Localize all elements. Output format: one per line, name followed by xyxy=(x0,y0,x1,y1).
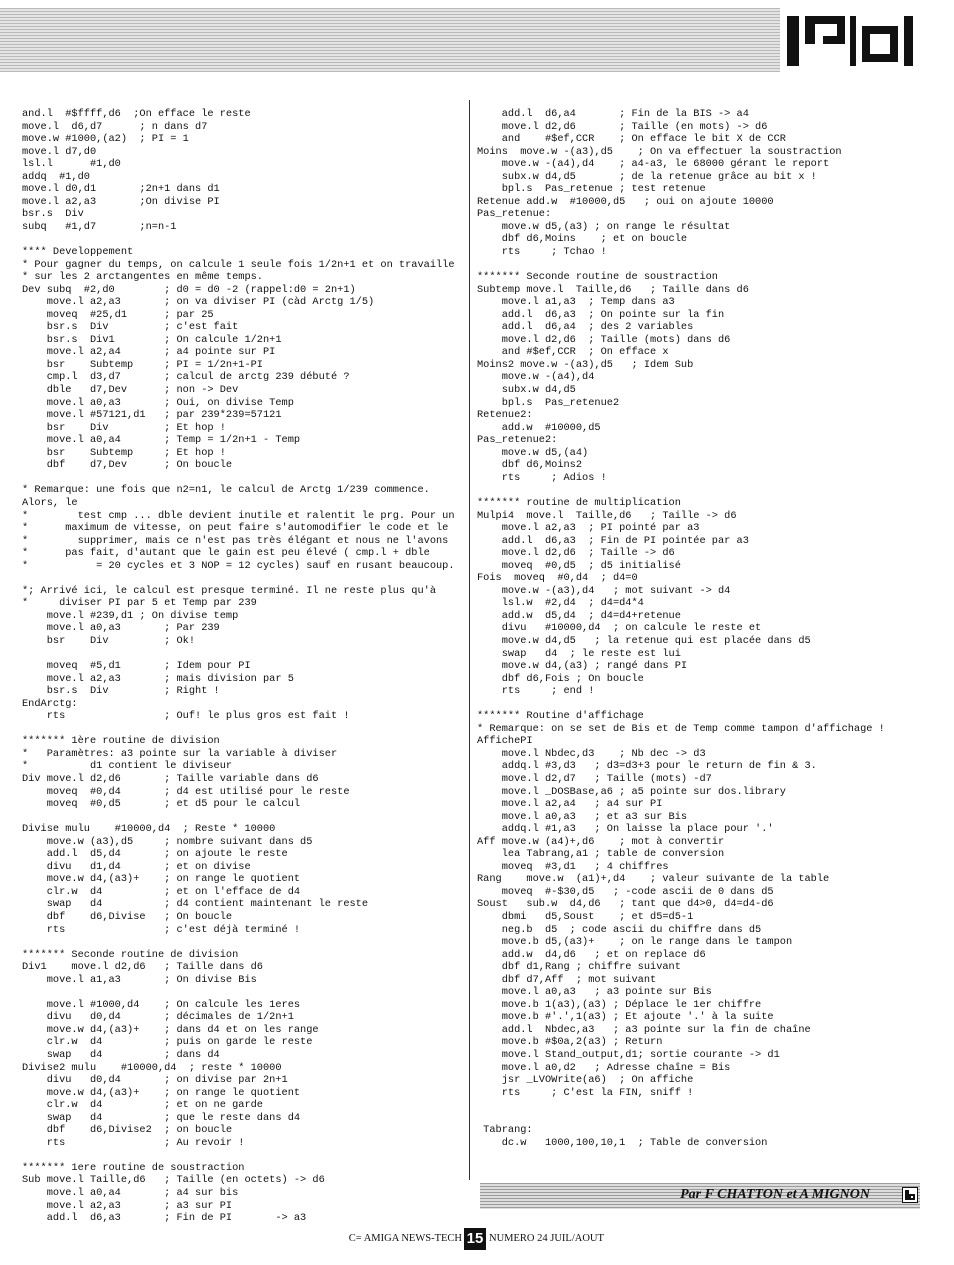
section-end-icon xyxy=(902,1187,918,1203)
page-footer xyxy=(0,1228,954,1250)
header-banner xyxy=(0,8,780,72)
column-divider xyxy=(469,100,470,1180)
page-number: 15 xyxy=(464,1228,486,1250)
author-credit: Par F CHATTON et A MIGNON xyxy=(680,1187,870,1202)
author-credit-bar xyxy=(480,1183,920,1209)
left-code-column: and.l #$ffff,d6 ;On efface le reste move.l d6,d7 ; n dans d7 move.w #1000,(a2) ; PI = 1 move.l d7,d0 lsl.l #1,d0 addq #1,d0 move.l d0,d1 ;2n+1 dans d1 move.l a2,a3 ;On divise PI bsr.s Div subq #1,d7 ;n=n-1 **** Developpement * Pour gagner du temps, on calcule 1 seule fois 1/2n+1 et on travaille * sur les 2 arctangentes en même temps. Dev subq #2,d0 ; d0 = d0 -2 (rappel:d0 = 2n+1) move.l a2,a3 ; on va diviser PI (càd Arctg 1/5) moveq #25,d1 ; par 25 bsr.s Div ; c'est fait bsr.s Div1 ; On calcule 1/2n+1 move.l a2,a4 ; a4 pointe sur PI bsr Subtemp ; PI = 1/2n+1-PI cmp.l d3,d7 ; calcul de arctg 239 débuté ? dble d7,Dev ; non -> Dev move.l a0,a3 ; Oui, on divise Temp move.l #57121,d1 ; par 239*239=57121 bsr Div ; Et hop ! move.l a0,a4 ; Temp = 1/2n+1 - Temp bsr Subtemp ; Et hop ! dbf d7,Dev ; On boucle * Remarque: une fois que n2=n1, le calcul de Arctg 1/239 commence. Alors, le * test cmp ... dble devient inutile et ralentit le prg. Pour un * maximum de vitesse, on peut faire s'automodifier le code et le * supprimer, mais ce n'est pas très élégant et nous ne l'avons * pas fait, d'autant que le gain est peu élevé ( cmp.l + dble * = 20 cycles et 3 NOP = 12 cycles) sauf en rusant beaucoup. *; Arrivé ici, le calcul est presque terminé. Il ne reste plus qu'à * diviser PI par 5 et Temp par 239 move.l #239,d1 ; On divise temp move.l a0,a3 ; Par 239 bsr Div ; Ok! moveq #5,d1 ; Idem pour PI move.l a2,a3 ; mais division par 5 bsr.s Div ; Right ! EndArctg: rts ; Ouf! le plus gros est fait ! ******* 1ère routine de division * Paramètres: a3 pointe sur la variable à diviser * d1 contient le diviseur Div move.l d2,d6 ; Taille variable dans d6 moveq #0,d4 ; d4 est utilisé pour le reste moveq #0,d5 ; et d5 pour le calcul Divise mulu #10000,d4 ; Reste * 10000 move.w (a3),d5 ; nombre suivant dans d5 add.l d5,d4 ; on ajoute le reste divu d1,d4 ; et on divise move.w d4,(a3)+ ; on range le quotient clr.w d4 ; et on l'efface de d4 swap d4 ; d4 contient maintenant le reste dbf d6,Divise ; On boucle rts ; c'est déjà terminé ! ******* Seconde routine de division Div1 move.l d2,d6 ; Taille dans d6 move.l a1,a3 ; On divise Bis move.l #1000,d4 ; On calcule les 1eres divu d0,d4 ; décimales de 1/2n+1 move.w d4,(a3)+ ; dans d4 et on les range clr.w d4 ; puis on garde le reste swap d4 ; dans d4 Divise2 mulu #10000,d4 ; reste * 10000 divu d0,d4 ; on divise par 2n+1 move.w d4,(a3)+ ; on range le quotient clr.w d4 ; et on ne garde swap d4 ; que le reste dans d4 dbf d6,Divise2 ; on boucle rts ; Au revoir ! ******* 1ere routine de soustraction Sub move.l Taille,d6 ; Taille (en octets) -> d6 move.l a0,a4 ; a4 sur bis move.l a2,a3 ; a3 sur PI add.l d6,a3 ; Fin de PI -> a3 xyxy=(22,108,455,1225)
issue-label: NUMERO 24 JUIL/AOUT xyxy=(489,1233,604,1244)
right-code-column: add.l d6,a4 ; Fin de la BIS -> a4 move.l d2,d6 ; Taille (en mots) -> d6 and #$ef,CCR ; On efface le bit X de CCR Moins move.w -(a3),d5 ; On va effectuer la soustraction move.w -(a4),d4 ; a4-a3, le 68000 gérant le report subx.w d4,d5 ; de la retenue grâce au bit x ! bpl.s Pas_retenue ; test retenue Retenue add.w #10000,d5 ; oui on ajoute 10000 Pas_retenue: move.w d5,(a3) ; on range le résultat dbf d6,Moins ; et on boucle rts ; Tchao ! ******* Seconde routine de soustraction Subtemp move.l Taille,d6 ; Taille dans d6 move.l a1,a3 ; Temp dans a3 add.l d6,a3 ; On pointe sur la fin add.l d6,a4 ; des 2 variables move.l d2,d6 ; Taille (mots) dans d6 and #$ef,CCR ; On efface x Moins2 move.w -(a3),d5 ; Idem Sub move.w -(a4),d4 subx.w d4,d5 bpl.s Pas_retenue2 Retenue2: add.w #10000,d5 Pas_retenue2: move.w d5,(a4) dbf d6,Moins2 rts ; Adios ! ******* routine de multiplication Mulpi4 move.l Taille,d6 ; Taille -> d6 move.l a2,a3 ; PI pointé par a3 add.l d6,a3 ; Fin de PI pointée par a3 move.l d2,d6 ; Taille -> d6 moveq #0,d5 ; d5 initialisé Fois moveq #0,d4 ; d4=0 move.w -(a3),d4 ; mot suivant -> d4 lsl.w #2,d4 ; d4=d4*4 add.w d5,d4 ; d4=d4+retenue divu #10000,d4 ; on calcule le reste et move.w d4,d5 ; la retenue qui est placée dans d5 swap d4 ; le reste est lui move.w d4,(a3) ; rangé dans PI dbf d6,Fois ; On boucle rts ; end ! ******* Routine d'affichage * Remarque: on se set de Bis et de Temp comme tampon d'affichage ! AffichePI move.l Nbdec,d3 ; Nb dec -> d3 addq.l #3,d3 ; d3=d3+3 pour le return de fin & 3. move.l d2,d7 ; Taille (mots) -d7 move.l _DOSBase,a6 ; a5 pointe sur dos.library move.l a2,a4 ; a4 sur PI move.l a0,a3 ; et a3 sur Bis addq.l #1,a3 ; On laisse la place pour '.' Aff move.w (a4)+,d6 ; mot à convertir lea Tabrang,a1 ; table de conversion moveq #3,d1 ; 4 chiffres Rang move.w (a1)+,d4 ; valeur suivante de la table moveq #-$30,d5 ; -code ascii de 0 dans d5 Soust sub.w d4,d6 ; tant que d4>0, d4=d4-d6 dbmi d5,Soust ; et d5=d5-1 neg.b d5 ; code ascii du chiffre dans d5 move.b d5,(a3)+ ; on le range dans le tampon add.w d4,d6 ; et on replace d6 dbf d1,Rang ; chiffre suivant dbf d7,Aff ; mot suivant move.l a0,a3 ; a3 pointe sur Bis move.b 1(a3),(a3) ; Déplace le 1er chiffre move.b #'.',1(a3) ; Et ajoute '.' à la suite add.l Nbdec,a3 ; a3 pointe sur la fin de chaîne move.b #$0a,2(a3) ; Return move.l Stand_output,d1; sortie courante -> d1 move.l a0,d2 ; Adresse chaîne = Bis jsr _LVOWrite(a6) ; On affiche rts ; C'est la FIN, sniff ! Tabrang: dc.w 1000,100,10,1 ; Table de conversion xyxy=(477,108,885,1149)
header-logo-icon xyxy=(785,12,915,70)
publication-name: C= AMIGA NEWS-TECH xyxy=(348,1233,462,1244)
